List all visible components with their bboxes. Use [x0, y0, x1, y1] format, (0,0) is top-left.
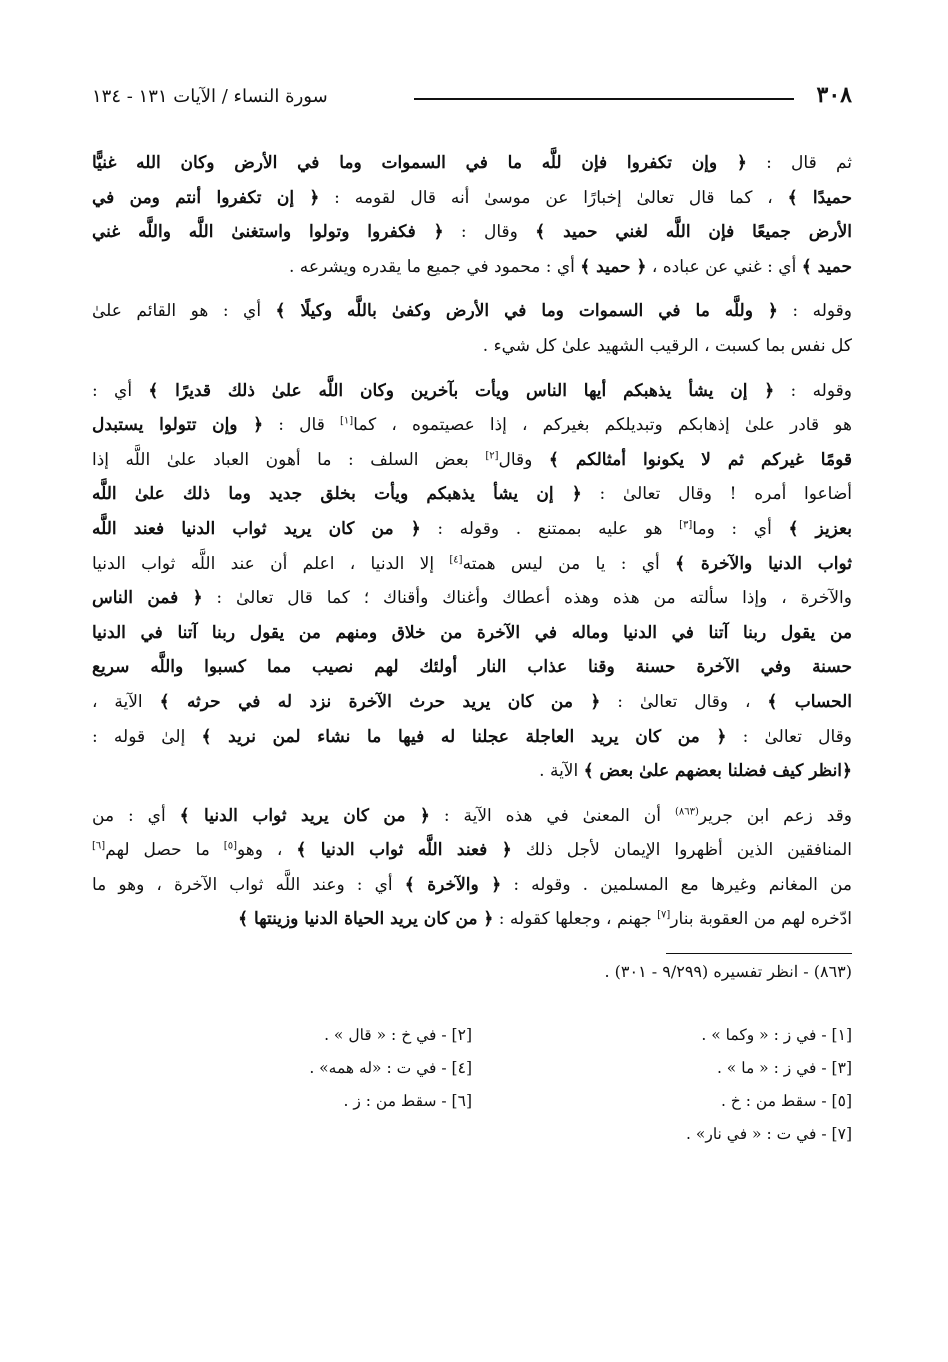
text-line [92, 685, 852, 720]
variant-notes-left-column [92, 1019, 472, 1151]
text-line [92, 868, 852, 903]
text-run: هو قادر علىٰ إذهابكم وتبديلكم بغيركم ، إذا عصيتموه ، كما [353, 415, 852, 436]
quran-quote: حسنة وفي الآخرة حسنة وقنا عذاب النار أولئك لهم نصيب مما كسبوا واللَّه سريع [92, 657, 852, 678]
quran-quote: ﴿ وإن تتولوا يستبدل [92, 415, 264, 436]
quran-quote: ﴿ من كان يريد ثواب الدنيا فعند اللَّه [92, 518, 421, 539]
variant-note: [٢] - في خ : « قال » . [324, 1026, 472, 1045]
quran-quote: ﴿ فكفروا وتولوا واستغنىٰ اللَّه واللَّه غني [92, 222, 444, 243]
text-run: أي : محمود في جميع ما يقدره ويشرعه . [289, 256, 581, 277]
text-run: الآية . [539, 761, 584, 782]
text-line [92, 146, 852, 181]
text-run: وقد زعم ابن جرير [698, 805, 852, 826]
quran-quote: ﴿ وإن تكفروا فإن للَّه ما في السموات وما في الأرض وكان الله غنيًّا [92, 153, 747, 173]
quran-quote: ﴿ إن يشأ يذهبكم ويأت بخلق جديد وما ذلك علىٰ اللَّه [92, 484, 582, 505]
note-marker: [٤] [449, 553, 463, 565]
note-marker: [٣] [679, 519, 693, 531]
quran-quote: ﴿ إن يشأ يذهبكم أيها الناس ويأت بآخرين وكان اللَّه علىٰ ذلك قديرًا ﴾ [148, 380, 775, 401]
text-run: هو عليه بممتنع . وقوله : [420, 518, 680, 539]
quran-quote: الأرض جميعًا فإن اللَّه لغني حميد ﴾ [535, 222, 852, 243]
quran-quote: ﴿ من كان يريد الحياة الدنيا وزينتها ﴾ [238, 909, 494, 930]
variant-note: [٥] - سقط من : خ . [720, 1092, 852, 1111]
book-page [92, 82, 852, 1151]
text-line [92, 616, 852, 651]
text-run: وقال [498, 449, 549, 470]
text-line [92, 215, 852, 250]
text-line [92, 650, 852, 685]
text-run: وقوله : [777, 301, 852, 322]
text-line [92, 799, 852, 834]
quran-quote: ﴿ وللَّه ما في السموات وما في الأرض وكفىٰ باللَّه وكيلًا ﴾ [275, 301, 778, 322]
text-run: ، كما قال تعالىٰ إخبارًا عن موسىٰ أنه قال لقومه : [319, 187, 788, 208]
quran-quote: ﴿ فعند اللَّه ثواب الدنيا ﴾ [296, 840, 512, 861]
text-line [92, 329, 852, 364]
quran-quote: ﴿ فمن الناس [92, 588, 203, 609]
quran-quote: ﴿ إن تكفروا أنتم ومن في [92, 187, 320, 208]
variant-note: [٦] - سقط من : ز . [343, 1092, 472, 1111]
text-run: إلا الدنيا ، اعلم أن عند اللَّه ثواب الدنيا [92, 553, 450, 574]
header-rule [414, 98, 794, 100]
text-line [92, 833, 852, 868]
text-line [92, 581, 852, 616]
footnote-separator [666, 953, 852, 954]
text-line [92, 477, 852, 512]
quran-quote: ﴿ من كان يريد ثواب الدنيا ﴾ [179, 805, 430, 826]
variant-note: [٧] - في ت : « في نار» . [686, 1125, 852, 1144]
text-run: وقال تعالىٰ : [726, 726, 852, 747]
text-run: أي : يا من ليس همته [462, 553, 676, 574]
text-run: أي : [92, 380, 149, 401]
main-text [92, 146, 852, 937]
source-footnote: (٨٦٣) - انظر تفسيره (٩/٢٩٩ - ٣٠١) . [604, 962, 852, 982]
text-run: قال : [263, 415, 340, 436]
quran-quote: ثواب الدنيا والآخرة ﴾ [675, 553, 852, 574]
quran-quote: من يقول ربنا آتنا في الدنيا وماله في الآخرة من خلاق ومنهم من يقول ربنا آتنا في الدنيا [92, 622, 852, 643]
text-run: أي : هو القائم علىٰ [92, 301, 276, 322]
note-marker: [٥] [223, 840, 237, 852]
text-line [92, 250, 852, 285]
quran-quote: بعزيز ﴾ [788, 518, 852, 539]
variant-note: [٣] - في ز : « ما » . [716, 1059, 852, 1078]
text-line [92, 294, 852, 329]
quran-quote: ﴿ من كان يريد حرث الآخرة نزد له في حرثه ﴾ [159, 691, 601, 712]
text-run: ادّخره لهم من العقوبة بنار [670, 909, 852, 930]
text-run: كل نفس بما كسبت ، الرقيب الشهيد علىٰ كل شيء . [482, 335, 852, 356]
text-run: وقال : [443, 222, 536, 243]
text-run: أضاعوا أمره ! وقال تعالىٰ : [581, 484, 852, 505]
text-run: ، وهو [236, 840, 297, 861]
quran-quote: ﴿ حميد ﴾ [580, 256, 647, 277]
note-marker: [٦] [92, 840, 106, 852]
text-line [92, 374, 852, 409]
text-line [92, 754, 852, 789]
note-marker: [٢] [485, 450, 499, 462]
quran-quote: الحساب ﴾ [767, 691, 852, 712]
quran-quote: حميدًا ﴾ [787, 187, 852, 208]
variant-notes-right-column [472, 1019, 852, 1151]
quran-quote: قومًا غيركم ثم لا يكونوا أمثالكم ﴾ [548, 449, 852, 470]
text-run: والآخرة ، وإذا سألته من هذه وهذه أعطاك وأغناك وأقناك ؛ كما قال تعالىٰ : [202, 588, 852, 609]
text-line [92, 408, 852, 443]
text-line [92, 443, 852, 478]
running-title: سورة النساء / الآيات ١٣١ - ١٣٤ [92, 86, 328, 107]
text-line [92, 512, 852, 547]
text-run: بعض السلف : ما أهون العباد علىٰ اللَّه إذا [92, 449, 486, 470]
variant-note: [٤] - في ت : «له همه» . [309, 1059, 472, 1078]
text-run: أي : وما [692, 518, 789, 539]
text-run: إلىٰ قوله : [92, 726, 202, 747]
text-line [92, 720, 852, 755]
page-number: ٣٠٨ [816, 82, 852, 108]
note-marker: (٨٦٣) [674, 806, 699, 818]
text-run: جهنم ، وجعلها كقوله : [493, 909, 658, 930]
quran-quote: ﴿ والآخرة ﴾ [404, 874, 502, 895]
variant-notes [92, 1019, 852, 1151]
text-line [92, 181, 852, 216]
text-line [92, 547, 852, 582]
text-line [92, 902, 852, 937]
paragraph [92, 294, 852, 363]
variant-note: [١] - في ز : « وكما » . [701, 1026, 852, 1045]
text-run: ما حصل لهم [105, 840, 224, 861]
note-marker: [٧] [657, 909, 671, 921]
text-run: أي : غني عن عباده ، [646, 256, 802, 277]
paragraph [92, 374, 852, 789]
text-run: وقوله : [774, 380, 852, 401]
page-header [92, 82, 852, 116]
text-run: الآية ، [92, 691, 160, 712]
text-run: أن المعنىٰ في هذه الآية : [429, 805, 675, 826]
text-run: ثم قال : [746, 153, 852, 173]
note-marker: [١] [339, 415, 354, 427]
paragraph [92, 799, 852, 937]
paragraph [92, 146, 852, 284]
quran-quote: ﴿انظر كيف فضلنا بعضهم علىٰ بعض ﴾ [583, 761, 852, 782]
text-run: ، وقال تعالىٰ : [600, 691, 768, 712]
quran-quote: حميد ﴾ [801, 256, 852, 277]
text-run: أي : من [92, 805, 180, 826]
text-run: من المغانم وغيرها مع المسلمين . وقوله : [501, 874, 852, 895]
text-run: أي : وعند اللَّه ثواب الآخرة ، وهو ما [92, 874, 405, 895]
quran-quote: ﴿ من كان يريد العاجلة عجلنا له فيها ما نشاء لمن نريد ﴾ [201, 726, 727, 747]
text-run: المنافقين الذين أظهروا الإيمان لأجل ذلك [511, 840, 852, 861]
